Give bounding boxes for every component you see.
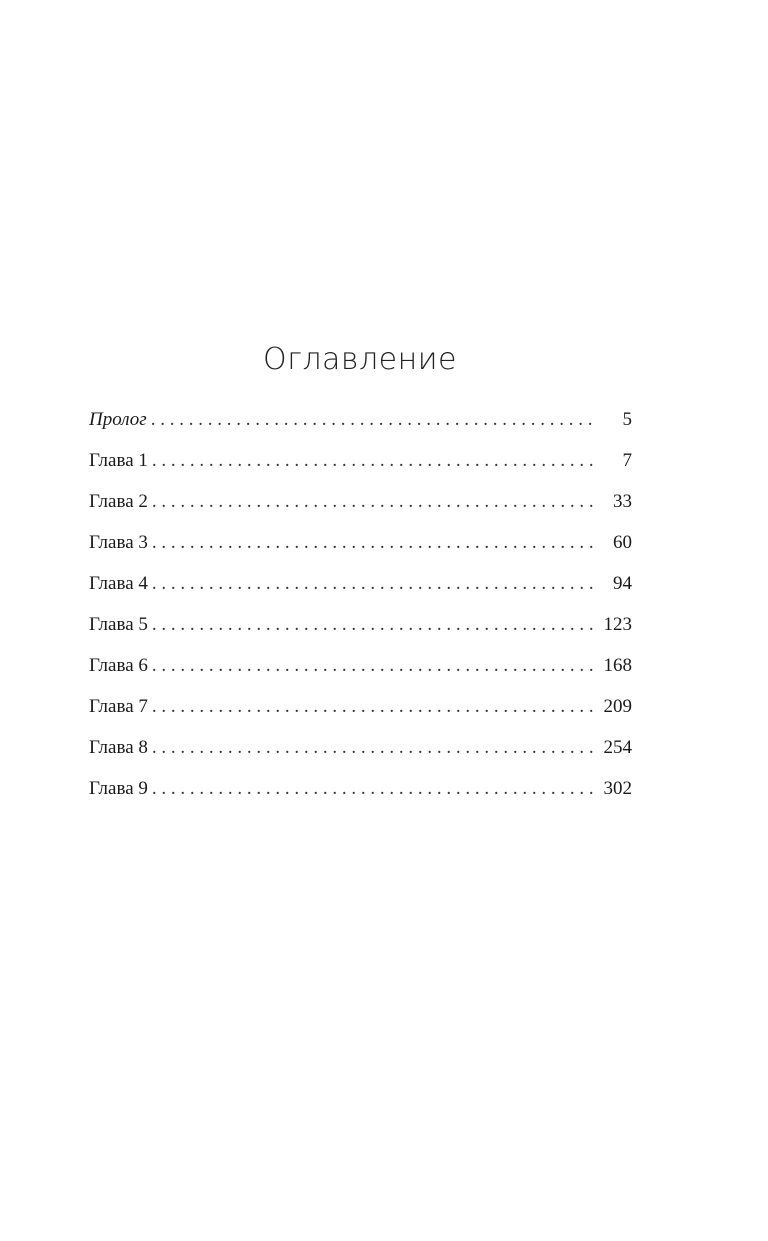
- toc-entry-chapter-9[interactable]: [89, 768, 632, 809]
- toc-dot-leader: [152, 686, 594, 727]
- toc-entry-label: Глава 9: [89, 778, 148, 799]
- toc-entry-chapter-8[interactable]: [89, 727, 632, 768]
- toc-entry-prologue[interactable]: [89, 399, 632, 440]
- toc-entry-page: 94: [613, 573, 632, 594]
- toc-entry-chapter-3[interactable]: [89, 522, 632, 563]
- toc-entry-chapter-1[interactable]: [89, 440, 632, 481]
- toc-entry-label: Глава 1: [89, 450, 148, 471]
- toc-entry-page: 168: [603, 655, 632, 676]
- toc-entry-page: 7: [622, 450, 632, 471]
- toc-entry-label: Глава 6: [89, 655, 148, 676]
- toc-title: Оглавление: [263, 342, 457, 377]
- toc-entry-page: 209: [603, 696, 632, 717]
- toc-entry-chapter-7[interactable]: [89, 686, 632, 727]
- toc-dot-leader: [152, 604, 594, 645]
- toc-dot-leader: [152, 522, 594, 563]
- toc-dot-leader: [152, 727, 594, 768]
- toc-entry-label: Глава 2: [89, 491, 148, 512]
- toc-dot-leader: [152, 440, 594, 481]
- toc-entry-page: 254: [603, 737, 632, 758]
- toc-dot-leader: [152, 768, 594, 809]
- toc-entry-chapter-5[interactable]: [89, 604, 632, 645]
- toc-dot-leader: [152, 645, 594, 686]
- toc-entry-page: 60: [613, 532, 632, 553]
- toc-entry-label: Глава 3: [89, 532, 148, 553]
- toc-dot-leader: [151, 399, 594, 440]
- toc-dot-leader: [152, 481, 594, 522]
- toc-entry-chapter-4[interactable]: [89, 563, 632, 604]
- toc-entry-page: 123: [603, 614, 632, 635]
- toc-entry-label: Глава 4: [89, 573, 148, 594]
- toc-entry-chapter-2[interactable]: [89, 481, 632, 522]
- toc-entry-page: 5: [622, 409, 632, 430]
- toc-entry-page: 33: [613, 491, 632, 512]
- toc-entry-chapter-6[interactable]: [89, 645, 632, 686]
- toc-entry-label: Глава 7: [89, 696, 148, 717]
- toc-dot-leader: [152, 563, 594, 604]
- toc-entry-label: Глава 5: [89, 614, 148, 635]
- toc-entry-label: Пролог: [89, 409, 147, 430]
- toc-list: [89, 399, 632, 809]
- toc-entry-page: 302: [603, 778, 632, 799]
- toc-entry-label: Глава 8: [89, 737, 148, 758]
